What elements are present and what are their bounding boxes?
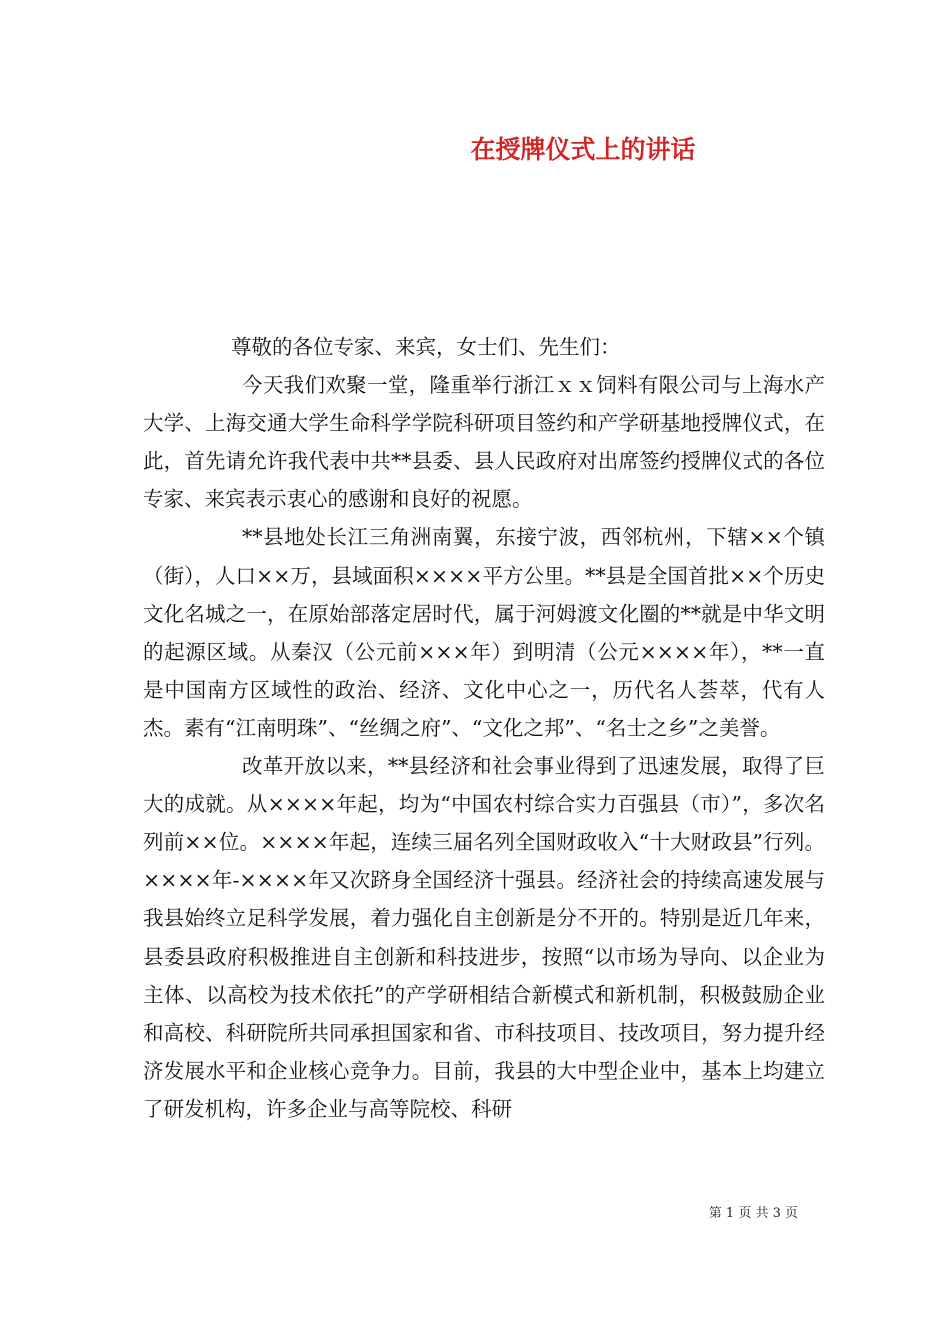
page-number: 第 1 页 共 3 页 <box>708 1206 798 1221</box>
paragraph-2: **县地处长江三角洲南翼，东接宁波，西邻杭州，下辖××个镇（街），人口××万，县域面积××××平方公里。**县是全国首批××个历史文化名城之一，在原始部落定居时代，属于河姆渡文化圈的**就是中华文明的起源区域。从秦汉（公元前×××年）到明清（公元××××年），**一直是中国南方区域性的政治、经济、文化中心之一，历代名人荟萃，代有人杰。素有“江南明珠”、“丝绸之府”、“文化之邦”、“名士之乡”之美誉。 <box>143 525 825 740</box>
paragraph-1: 今天我们欢聚一堂，隆重举行浙江ｘｘ饲料有限公司与上海水产大学、上海交通大学生命科学学院科研项目签约和产学研基地授牌仪式，在此，首先请允许我代表中共**县委、县人民政府对出席签约授牌仪式的各位专家、来宾表示衷心的感谢和良好的祝愿。 <box>143 373 825 512</box>
document-body <box>143 328 825 1128</box>
document-title: 在授牌仪式上的讲话 <box>470 135 696 164</box>
salutation: 尊敬的各位专家、来宾，女士们、先生们： <box>231 335 621 359</box>
paragraph-3: 改革开放以来，**县经济和社会事业得到了迅速发展，取得了巨大的成就。从××××年起，均为“中国农村综合实力百强县（市）”，多次名列前××位。××××年起，连续三届名列全国财政收入“十大财政县”行列。××××年-××××年又次跻身全国经济十强县。经济社会的持续高速发展与我县始终立足科学发展，着力强化自主创新是分不开的。特别是近几年来，县委县政府积极推进自主创新和科技进步，按照“以市场为导向、以企业为主体、以高校为技术依托”的产学研相结合新模式和新机制，积极鼓励企业和高校、科研院所共同承担国家和省、市科技项目、技改项目，努力提升经济发展水平和企业核心竞争力。目前，我县的大中型企业中，基本上均建立了研发机构，许多企业与高等院校、科研 <box>143 754 825 1121</box>
